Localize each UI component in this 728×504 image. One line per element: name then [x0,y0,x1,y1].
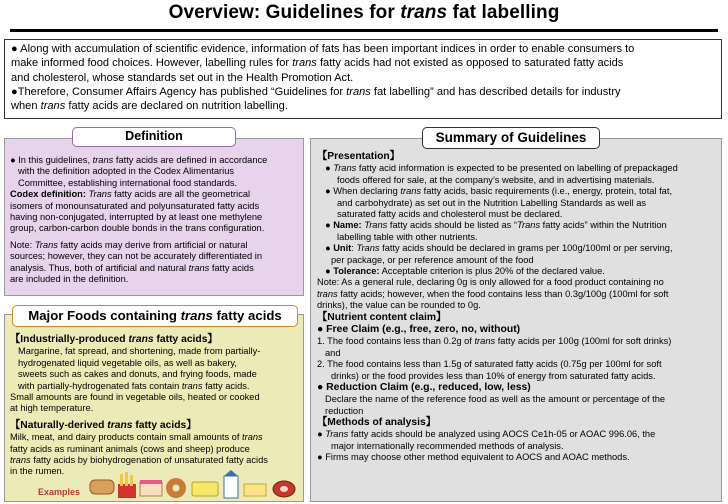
summary-line: ● When declaring trans fatty acids, basic requirements (i.e., energy, protein, total fat, [325,186,673,197]
claim-heading: 【Nutrient content claim】 [317,311,447,323]
definition-line: sources; however, they can not be accurately differentiated in [10,251,263,262]
summary-line: 1. The food contains less than 0.2g of trans fatty acids per 100g (100ml for soft drinks) [317,336,672,347]
summary-line: labelling table with other nutrients. [337,231,478,242]
summary-line: per package, or per reference amount of the food [331,254,534,265]
summary-line: ● Name: Trans fatty acids should be listed as “Trans fatty acids” within the Nutrition [325,220,667,231]
summary-line: foods offered for sale, at the company’s website, and in advertising materials. [337,174,655,185]
summary-line: drinks) or the food provides less than 10% of energy from saturated fatty acids. [331,370,656,381]
summary-line: and [325,347,341,358]
fries-icon [118,472,136,498]
donut-icon [166,478,186,498]
summary-line: major internationally recommended methods of analysis. [331,440,564,451]
summary-line: Declare the name of the reference food as well as the amount or percentage of the [325,394,666,405]
definition-line: are included in the definition. [10,274,129,285]
page-title: Overview: Guidelines for trans fat labelling [168,2,560,23]
foods-line: Small amounts are found in vegetable oils, heated or cooked [10,392,260,403]
title-underline [10,29,718,32]
intro-line: and cholesterol, whose standards set out in the Health Promotion Act. [11,71,354,84]
major-foods-heading: Major Foods containing trans fatty acids [12,305,298,327]
summary-line: ● Trans fatty acid information is expected to be presented on labelling of prepackaged [325,163,678,174]
intro-line: ● Along with accumulation of scientific evidence, information of fats has been important indices in order to enable consumers to [11,43,635,55]
intro-box [4,39,722,119]
summary-line: ● Tolerance: Acceptable criterion is plus 20% of the declared value. [325,266,605,277]
foods-line: in the rumen. [10,466,65,477]
foods-line: with partially-hydrogenated fats contain trans fatty acids. [18,380,250,391]
reduction-claim: ● Reduction Claim (e.g., reduced, low, less) [317,381,531,393]
examples-label: Examples [38,487,81,497]
foods-line: hydrogenated liquid vegetable oils, as well as bakery, [18,357,237,368]
summary-line: and carbohydrate) as set out in the Nutrition Labelling Standards as well as [337,197,647,208]
cake-icon [140,480,162,496]
definition-note: Note: Trans fatty acids may derive from artificial or natural [10,239,248,250]
intro-line: make informed food choices. However, labelling rules for trans fatty acids had not existed as opposed to saturated fatty acids [11,57,624,70]
foods-line: Milk, meat, and dairy products contain small amounts of trans [10,432,263,443]
definition-line: isomers of monounsaturated and polyunsaturated fatty acids [10,200,260,211]
summary-note: drinks), the value can be rounded to 0g. [317,300,481,311]
bread-icon [90,480,114,494]
food-examples-strip [88,470,298,500]
summary-panel [310,138,722,502]
summary-line: ● Firms may choose other method equivalent to AOCS and AOAC methods. [317,452,630,463]
meat-icon [273,481,295,497]
summary-note: trans fatty acids; however, when the food contains less than 0.3g/100g (100ml for soft [317,288,669,299]
methods-heading: 【Methods of analysis】 [317,416,437,428]
definition-line: Committee, establishing international food standards. [18,177,238,188]
foods-line: Margarine, fat spread, and shortening, made from partially- [18,346,261,357]
presentation-heading: 【Presentation】 [317,151,400,162]
milk-icon [224,470,238,498]
summary-line: reduction [325,405,364,416]
summary-line: ● Trans fatty acids should be analyzed using AOCS Ce1h-05 or AOAC 996.06, the [317,429,656,440]
natural-heading: 【Naturally-derived trans fatty acids】 [10,419,197,431]
summary-note: Note: As a general rule, declaring 0g is only allowed for a food product containing no [317,277,664,288]
foods-line: fatty acids as ruminant animals (cows and sheep) produce [10,443,250,454]
summary-line: ● Unit: Trans fatty acids should be declared in grams per 100g/100ml or per serving, [325,243,673,254]
free-claim: ● Free Claim (e.g., free, zero, no, without) [317,324,521,336]
margarine-icon [192,482,218,496]
definition-line: having non-conjugated, interrupted by at least one methylene [10,212,263,223]
definition-panel [4,138,304,296]
butter-icon [244,484,266,496]
summary-line: saturated fatty acids and cholesterol must be declared. [337,209,563,220]
definition-line: with the definition adopted in the Codex Alimentarius [18,166,235,177]
summary-heading: Summary of Guidelines [422,127,600,149]
industrial-heading: 【Industrially-produced trans fatty acids】 [10,334,218,345]
foods-line: trans fatty acids by biohydrogenation of unsaturated fatty acids [10,455,268,466]
definition-line: group, carbon-carbon double bonds in the trans configuration. [10,223,265,234]
definition-paragraph: ● In this guidelines, trans fatty acids are defined in accordance [10,155,268,165]
codex-definition: Codex definition: Trans fatty acids are all the geometrical [10,189,251,200]
intro-line: when trans fatty acids are declared on nutrition labelling. [11,100,288,113]
definition-line: analysis. Thus, both of artificial and natural trans fatty acids [10,262,254,273]
summary-line: 2. The food contains less than 1.5g of saturated fatty acids (0.75g per 100ml for soft [317,359,662,370]
definition-heading: Definition [72,127,236,147]
intro-line: ●Therefore, Consumer Affairs Agency has published “Guidelines for trans fat labelling” and has described details for industry [11,85,621,98]
foods-line: sweets such as cakes and donuts, and frying foods, made [18,369,257,380]
foods-line: at high temperature. [10,403,94,414]
